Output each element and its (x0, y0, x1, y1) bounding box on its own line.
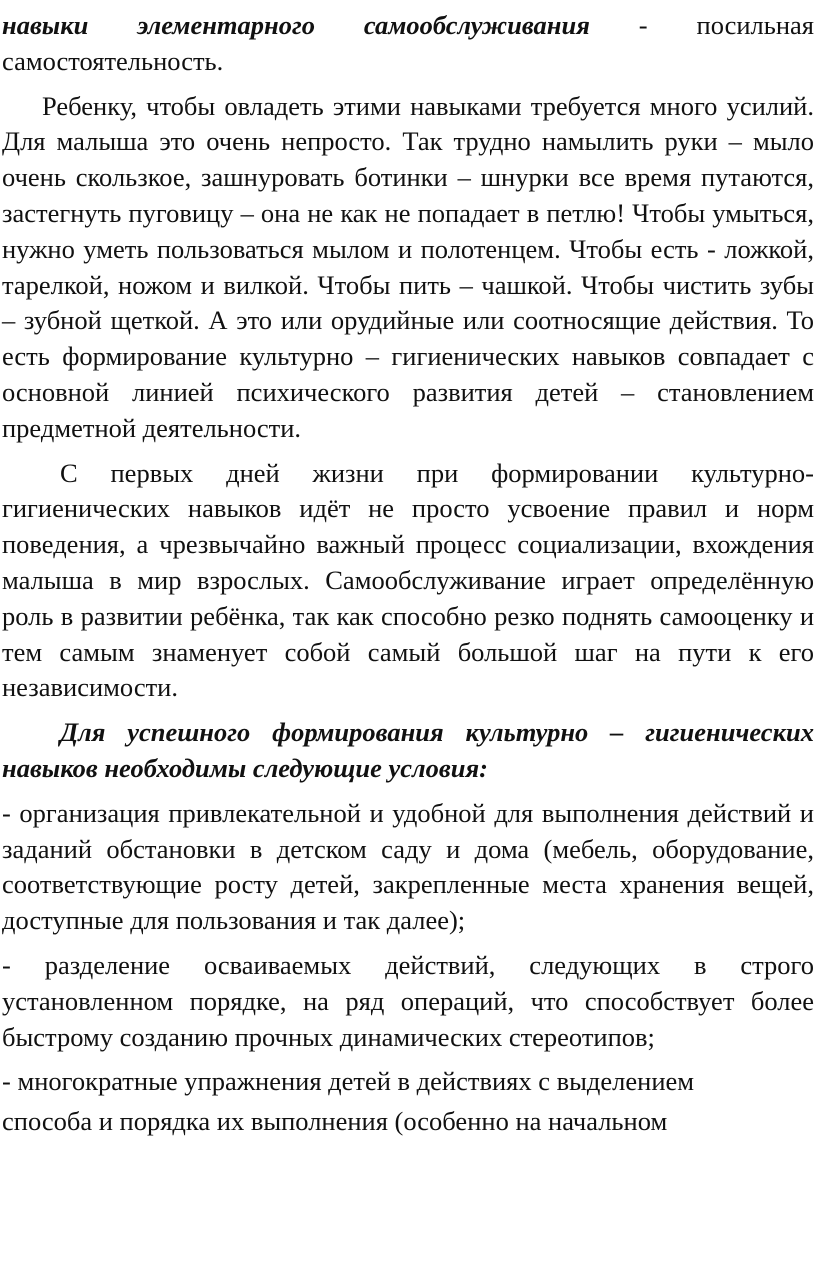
paragraph-intro (2, 8, 814, 80)
condition-item-exercises-line1: - многократные упражнения детей в действиях с выделением (2, 1066, 695, 1097)
condition-item-environment: - организация привлекательной и удобной для выполнения действий и заданий обстановки в детском саду и дома (мебель, оборудование, соответствующие росту детей, закрепленные места хранения вещей, доступные для пользования и так далее); (2, 797, 814, 936)
intro-rest-text: - посильная самостоятельность. (2, 10, 814, 76)
conditions-heading: Для успешного формирования культурно – гигиенических навыков необходимы следующие условия: (2, 717, 814, 783)
condition-item-exercises-line2: способа и порядка их выполнения (особенно на начальном (2, 1106, 668, 1137)
paragraph-effort: Ребенку, чтобы овладеть этими навыками требуется много усилий. Для малыша это очень непросто. Так трудно намылить руки – мыло очень скользкое, зашнуровать ботинки – шнурки все время путаются, застегнуть пуговицу – она не как не попадает в петлю! Чтобы умыться, нужно уметь пользоваться мылом и полотенцем. Чтобы есть - ложкой, тарелкой, ножом и вилкой. Чтобы пить – чашкой. Чтобы чистить зубы – зубной щеткой. А это или орудийные или соотносящие действия. То есть формирование культурно – гигиенических навыков совпадает с основной линией психического развития детей – становлением предметной деятельности. (2, 90, 814, 443)
intro-bold-phrase: навыки элементарного самообслуживания (2, 10, 590, 40)
paragraph-socialization: С первых дней жизни при формировании культурно-гигиенических навыков идёт не просто усвоение правил и норм поведения, а чрезвычайно важный процесс социализации, вхождения малыша в мир взрослых. Самообслуживание играет определённую роль в развитии ребёнка, так как способно резко поднять самооценку и тем самым знаменует собой самый большой шаг на пути к его независимости. (2, 457, 814, 703)
condition-item-operations: - разделение осваиваемых действий, следующих в строго установленном порядке, на ряд операций, что способствует более быстрому созданию прочных динамических стереотипов; (2, 949, 814, 1052)
